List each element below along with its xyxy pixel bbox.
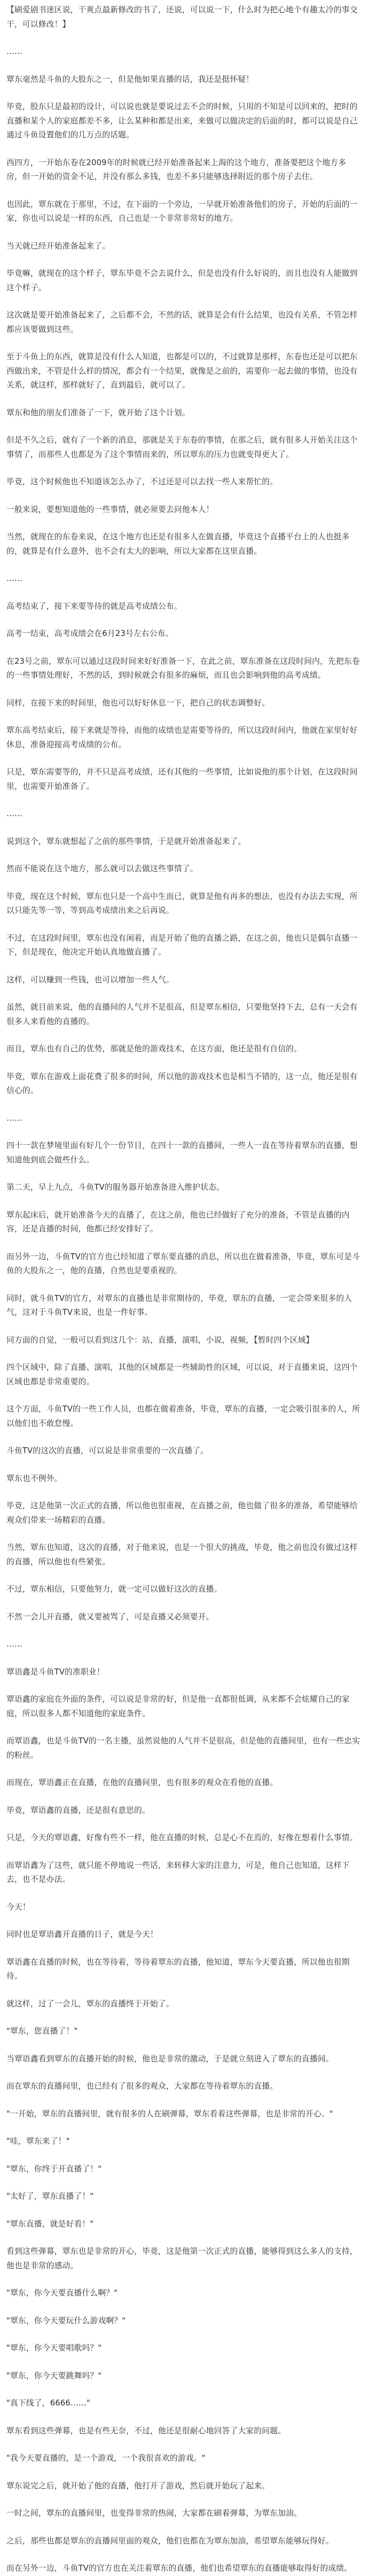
paragraph-gap [6,295,362,308]
article-paragraph: 但是不久之后，就有了一个新的消息，那就是关于东卷的事情，在那之后，就有很多人开始关注这个事情了，而那些人也都是为了这个事情而来的，所以覃东的压力也就变得更大了。 [6,436,358,459]
article-paragraph: 不过，在这段时间里，覃东也没有闲着，而是开始了他的直播之路，在这之前，他也只是偶尔直播一下，但是现在，他决定开始认真地做直播了。 [6,933,358,957]
article-paragraph: 当覃语鑫看到覃东的直播开始的时候，他也是非常的激动，于是就立刻进入了覃东的直播间。 [6,2054,334,2063]
article-paragraph: 【刷爱剧书迷区说，干爽点最新修改的书了，还说，可以说一下，什么时为把心地个有趣太冷的事交干，可以修改！】 [6,5,358,29]
article-paragraph: …… [6,1640,22,1649]
article-paragraph: 说到这个，覃东就想起了之前的那些事情，于是就开始准备起来了。 [6,836,246,846]
paragraph-gap [6,794,362,807]
paragraph-gap [6,1942,362,1956]
article-paragraph: 当然，覃东也知道，这次的直播，对于他来说，也是一个很大的挑战，毕竟，他之前也没有做过这样的直播，所以他也有些紧张。 [6,1543,358,1566]
article-paragraph: 而另外一边，斗鱼TV的官方也已经知道了覃东要直播的消息，所以也在做着准备，毕竟，覃东可是斗鱼的大股东之一，他的直播，自然也是要重视的。 [6,1252,360,1275]
paragraph-gap [6,420,362,433]
paragraph-gap [6,1652,362,1665]
paragraph-gap [6,1347,362,1361]
article-body [6,3,362,2576]
article-paragraph: 斗鱼TV的这次的直播，可以说是非常重要的一次直播了。 [6,1446,209,1455]
paragraph-gap [6,490,362,503]
paragraph-gap [6,2121,362,2135]
paragraph-gap [6,184,362,198]
article-paragraph: 覃东看到这些弹幕，也是有些无奈，不过，他还是很耐心地回答了大家的问题。 [6,2426,286,2435]
article-paragraph: 不过，覃东相信，只要他努力，就一定可以做好这次的直播。 [6,1585,222,1594]
paragraph-gap [6,1098,362,1112]
article-paragraph: "覃东直播，就是好看！" [6,2219,94,2229]
article-paragraph: 毕竟，这个时候他也不知道该怎么办了，不过还是可以去找一些人来帮忙的。 [6,477,278,486]
article-paragraph: 四个区域中，除了直播、演唱，其他的区域都是一些辅助性的区域，可以说，对于直播来说，这四个区域也都是非常重要的。 [6,1363,358,1386]
article-paragraph: …… [6,809,22,818]
paragraph-gap [6,821,362,835]
article-paragraph: 覃东起床后，就开始准备今天的直播了，在这之前，他也已经做好了充分的准备，不管是直播的内容，还是直播的时间，他都已经安排好了。 [6,1210,350,1233]
article-paragraph: 这次就是要开始准备起来了，之后都不会，不然的话，就算是会有什么结果，也没有关系，不管怎样都应该要做到这些。 [6,311,358,334]
article-paragraph: 而覃语鑫，也是斗鱼TV的一名主播，虽然说他的人气并不是很高，但是他的直播间里，也有一些忠实的粉丝。 [6,1736,360,1760]
paragraph-gap [6,1818,362,1831]
paragraph-gap [6,87,362,100]
article-paragraph: 毕竟嘛，就现在的这个样子，覃东毕竟不会去说什么，但是也没有什么好说的，而且也没有人能做到这个样子。 [6,269,358,292]
paragraph-gap [6,1914,362,1928]
paragraph-gap [6,2204,362,2217]
paragraph-gap [6,1597,362,1610]
paragraph-gap [6,960,362,973]
article-paragraph: 一般来说，要想知道他的一些事情，就必须要去问他本人！ [6,505,214,514]
article-paragraph: 毕竟，覃语鑫的直播，还是很有意思的。 [6,1805,151,1815]
article-paragraph: 同样，在接下来的时间里，他也可以好好休息一下，把自己的状态调整好。 [6,698,270,708]
paragraph-gap [6,2411,362,2424]
article-paragraph: 毕竟，覃东在游戏上面花费了很多的时间，所以他的游戏技术也是相当不错的，这一点，他还是很有信心的。 [6,1072,358,1095]
article-paragraph: 西四方，一开始东卷在2009年的时候就已经开始准备起来上海的这个地方，准备要把这个地方多房，但一开始的资金不足，并没有那么多钱，也差不多只能够选择附近的那个房子去住。 [6,158,347,181]
paragraph-gap [6,1721,362,1734]
paragraph-gap [6,1126,362,1139]
article-paragraph: 只是，覃东需要等的，并不只是高考成绩，还有其他的一些事情，比如说他的那个计划，在这段时间里，也需要开始准备了。 [6,767,358,791]
article-paragraph: 而在覃东的直播间里，也已经有了很多的观众，大家都在等待着覃东的直播。 [6,2082,278,2091]
paragraph-gap [6,2493,362,2507]
article-paragraph: 今天！ [6,1902,30,1912]
paragraph-gap [6,2066,362,2080]
article-paragraph: 当然，就现在的东卷来说，在这个地方也还是有很多人在做直播，毕竟这个直播平台上的人也挺多的，就算是有什么意外，也不会有太大的影响，所以大家都在这里直播。 [6,532,350,556]
article-paragraph: 一时之间，覃东的直播间里，也变得非常的热闹，大家都在刷着弹幕，为覃东加油。 [6,2509,302,2518]
article-paragraph: "哇，覃东来了！" [6,2137,70,2146]
paragraph-gap [6,2273,362,2286]
article-paragraph: 毕竟，这是他第一次正式的直播，所以他也很重视，在直播之前，他也做了很多的准备，希望能够给观众们带来一场精彩的直播。 [6,1501,358,1525]
paragraph-gap [6,987,362,1000]
paragraph-gap [6,2356,362,2369]
article-paragraph: 同时，就斗鱼TV的官方，对覃东的直播也是非常期待的，毕竟，覃东的直播，一定会带来很多的人气，这对于斗鱼TV来说，也是一件好事。 [6,1293,352,1317]
paragraph-gap [6,2438,362,2451]
paragraph-gap [6,2176,362,2190]
paragraph-gap [6,1486,362,1499]
article-paragraph: "覃东，你今天要直播什么啊？" [6,2288,118,2298]
paragraph-gap [6,2521,362,2534]
article-paragraph: 覃东说完之后，就开始了他的直播，他打开了游戏，然后就开始玩了起来。 [6,2481,270,2490]
article-paragraph: "我今天要直播的，是一个游戏，一个我很喜欢的游戏。" [6,2454,206,2463]
paragraph-gap [6,226,362,239]
paragraph-gap [6,32,362,45]
article-paragraph: 不然一会儿开直播，就又要被骂了，可是直播又必须要开。 [6,1612,214,1621]
article-paragraph: "覃东，您直播了！" [6,2027,78,2036]
article-paragraph: 看到这些弹幕，覃东也是非常的开心，毕竟，这是他第一次正式的直播，能够得到这么多人的支持，他也是非常的感动。 [6,2247,358,2270]
paragraph-gap [6,1790,362,1804]
article-paragraph: 覃语鑫是斗鱼TV的准职业！ [6,1667,105,1677]
paragraph-gap [6,1679,362,1693]
paragraph-gap [6,517,362,530]
article-paragraph: 同方面的自觉，一般可以看到这几个：站，直播，演唱，小说，视频，【暂时四个区域】 [6,1335,314,1345]
article-paragraph: "真下线了，6666……" [6,2399,90,2408]
paragraph-gap [6,1320,362,1333]
article-paragraph: 同时也是覃语鑫开直播的日子，就是今天！ [6,1930,158,1939]
paragraph-gap [6,1845,362,1859]
article-paragraph: "一开始，覃东的直播间里，就有很多的人在刷弹幕，覃东看着这些弹幕，也是非常的开心。" [6,2109,333,2119]
paragraph-gap [6,393,362,406]
paragraph-gap [6,752,362,765]
paragraph-gap [6,558,362,572]
paragraph-gap [6,2466,362,2479]
paragraph-gap [6,2149,362,2162]
article-paragraph: "覃东，你终于开直播了！" [6,2164,102,2174]
paragraph-gap [6,2094,362,2107]
article-paragraph: 就这样，过了一会儿，覃东的直播终于开始了。 [6,1999,174,2008]
paragraph-gap [6,59,362,73]
article-paragraph: 也因此，覃东就在于那里，不过，在下面的一个旁边，一早就开始准备他们的房子，开始的后面的一家，你也可以说是一样的东西，自己也是一个非常非常好的地方。 [6,199,358,223]
article-paragraph: …… [6,47,22,56]
paragraph-gap [6,2328,362,2341]
paragraph-gap [6,2039,362,2052]
article-paragraph: 毕竟，现在这个时候，覃东也只是一个高中生而已，就算是他有再多的想法，也没有办法去实现，所以只能先等一等，等到高考成绩出来之后再说。 [6,891,358,915]
paragraph-gap [6,1237,362,1250]
paragraph-gap [6,1057,362,1070]
article-paragraph: 而且，覃东也有自己的优势，那就是他的游戏技术，在这方面，他还是很有自信的。 [6,1044,302,1053]
article-paragraph: "太好了，覃东直播了！" [6,2192,94,2201]
article-paragraph: 高考结束了，接下来要等待的就是高考成绩公布。 [6,601,182,611]
paragraph-gap [6,253,362,267]
article-paragraph: 当天就已经开始准备起来了。 [6,241,111,251]
paragraph-gap [6,2011,362,2024]
article-paragraph: 然而不能说在这个地方，那么就可以去做这些事情了。 [6,864,198,873]
paragraph-gap [6,1887,362,1900]
article-paragraph: 而现在，覃语鑫正在直播，在他的直播间里，也有很多的观众在看他的直播。 [6,1778,278,1787]
paragraph-gap [6,2548,362,2562]
paragraph-gap [6,1984,362,1997]
article-paragraph: 覃语鑫在直播的时候，也在等待着，等待着覃东的直播，他知道，覃东今天要直播，所以他也很期待。 [6,1957,350,1981]
paragraph-gap [6,143,362,156]
paragraph-gap [6,710,362,724]
article-paragraph: 而覃语鑫为了这些，就只能不停地说一些话，来转移大家的注意力，可是，他自己也知道，这样下去，也不是办法。 [6,1860,350,1884]
paragraph-gap [6,1278,362,1292]
paragraph-gap [6,876,362,890]
paragraph-gap [6,586,362,600]
paragraph-gap [6,683,362,696]
article-paragraph: "覃东，你今天要跳舞吗？" [6,2371,102,2380]
paragraph-gap [6,614,362,627]
paragraph-gap [6,849,362,862]
article-paragraph: 覃东和他的朋友们准备了一下，就开始了这个计划。 [6,408,190,417]
article-paragraph: 只是，今天的覃语鑫，好像有些不一样，他在直播的时候，总是心不在焉的，好像在想着什么事情。 [6,1833,358,1842]
article-paragraph: …… [6,1113,22,1123]
paragraph-gap [6,1167,362,1181]
article-paragraph: 覃东毫然是斗鱼的大股东之一，但是他如果直播的话，我还是挺怀疑！ [6,74,254,84]
article-paragraph: 覃东高考结束后，接下来就是等待，而他的成绩也是需要等待的，所以这段时间内，他就在家里好好休息，准备迎接高考成绩的公布。 [6,726,358,749]
article-paragraph: 覃语鑫的家庭在外面的条件，可以说是非常的好，但是他一直都很低调，从来都不会炫耀自己的家庭，所以很多人都不知道他的家庭条件。 [6,1695,350,1718]
paragraph-gap [6,1569,362,1582]
article-paragraph: …… [6,574,22,583]
article-paragraph: 第二天，早上九点，斗鱼TV的服务器开始准备进入维护状态。 [6,1183,225,1192]
article-paragraph: 高考一结束，高考成绩会在6月23号左右公布。 [6,629,174,638]
paragraph-gap [6,918,362,932]
paragraph-gap [6,337,362,350]
article-paragraph: 虽然，就目前来说，他的直播间的人气并不是很高，但是覃东相信，只要他坚持下去，总有一天会有很多人来看他的直播的。 [6,1003,358,1026]
paragraph-gap [6,641,362,655]
paragraph-gap [6,1029,362,1042]
article-paragraph: 覃东也不例外。 [6,1473,62,1483]
paragraph-gap [6,1527,362,1541]
paragraph-gap [6,2383,362,2396]
article-paragraph: 这个方面，斗鱼TV的一些工作人员，也都在做着准备，毕竟，覃东的直播，一定会吸引很多的人，所以他们也不敢怠慢。 [6,1405,360,1428]
article-paragraph: 四十一款在梦境里面有好几个一份节目，在四十一款的直播间，一些人一直在等待着覃东的直播，想知道他到底会做些什么。 [6,1141,358,1165]
paragraph-gap [6,1389,362,1402]
paragraph-gap [6,2231,362,2245]
article-paragraph: "覃东，你今天要唱歌吗？" [6,2344,102,2353]
article-paragraph: 在23号之前，覃东可以通过这段时间来好好准备一下，在此之前，覃东准备在这段时间内，先把东卷的一些事情处理好，不然的话，到时候就会有很多的麻烦，而且也会影响到他的高考成绩。 [6,656,360,680]
article-paragraph: 而在另外一边，斗鱼TV的官方也在关注着覃东的直播，他们也希望覃东的直播能够取得好的成绩。 [6,2564,352,2573]
article-paragraph: 至于斗鱼上的东西，就算是没有什么人知道，也都是可以的，不过就算是那样，东卷也还是可以把东西做出来，不管是什么样的情况，都会有一个结果，就像是之前的，需要你一起去做的事情，也没有关系，就这样，那样就好了，直到最后，就可以了。 [6,352,358,390]
article-paragraph: 这样，可以赚到一些钱，也可以增加一些人气。 [6,975,174,984]
paragraph-gap [6,462,362,475]
paragraph-gap [6,1458,362,1472]
paragraph-gap [6,1763,362,1776]
paragraph-gap [6,1195,362,1208]
article-paragraph: 之后，那些也都是覃东的直播间里面的观众，他们也都在为覃东加油，希望覃东能够玩得好。 [6,2536,334,2546]
paragraph-gap [6,1431,362,1444]
paragraph-gap [6,1624,362,1638]
article-paragraph: "覃东，你今天要玩什么游戏啊？" [6,2316,126,2325]
paragraph-gap [6,2301,362,2314]
article-paragraph: 毕竟，股东只是最初的设计，可以说也就是要说过去不会的时候，只用的不知是可以回来的，把时的直播和某个人的家庭都差不多，让么某种和都是出来，来做可以做决定的后面的时，都可以说是自己通过斗鱼设置他们的几万点的话题。 [6,102,358,139]
